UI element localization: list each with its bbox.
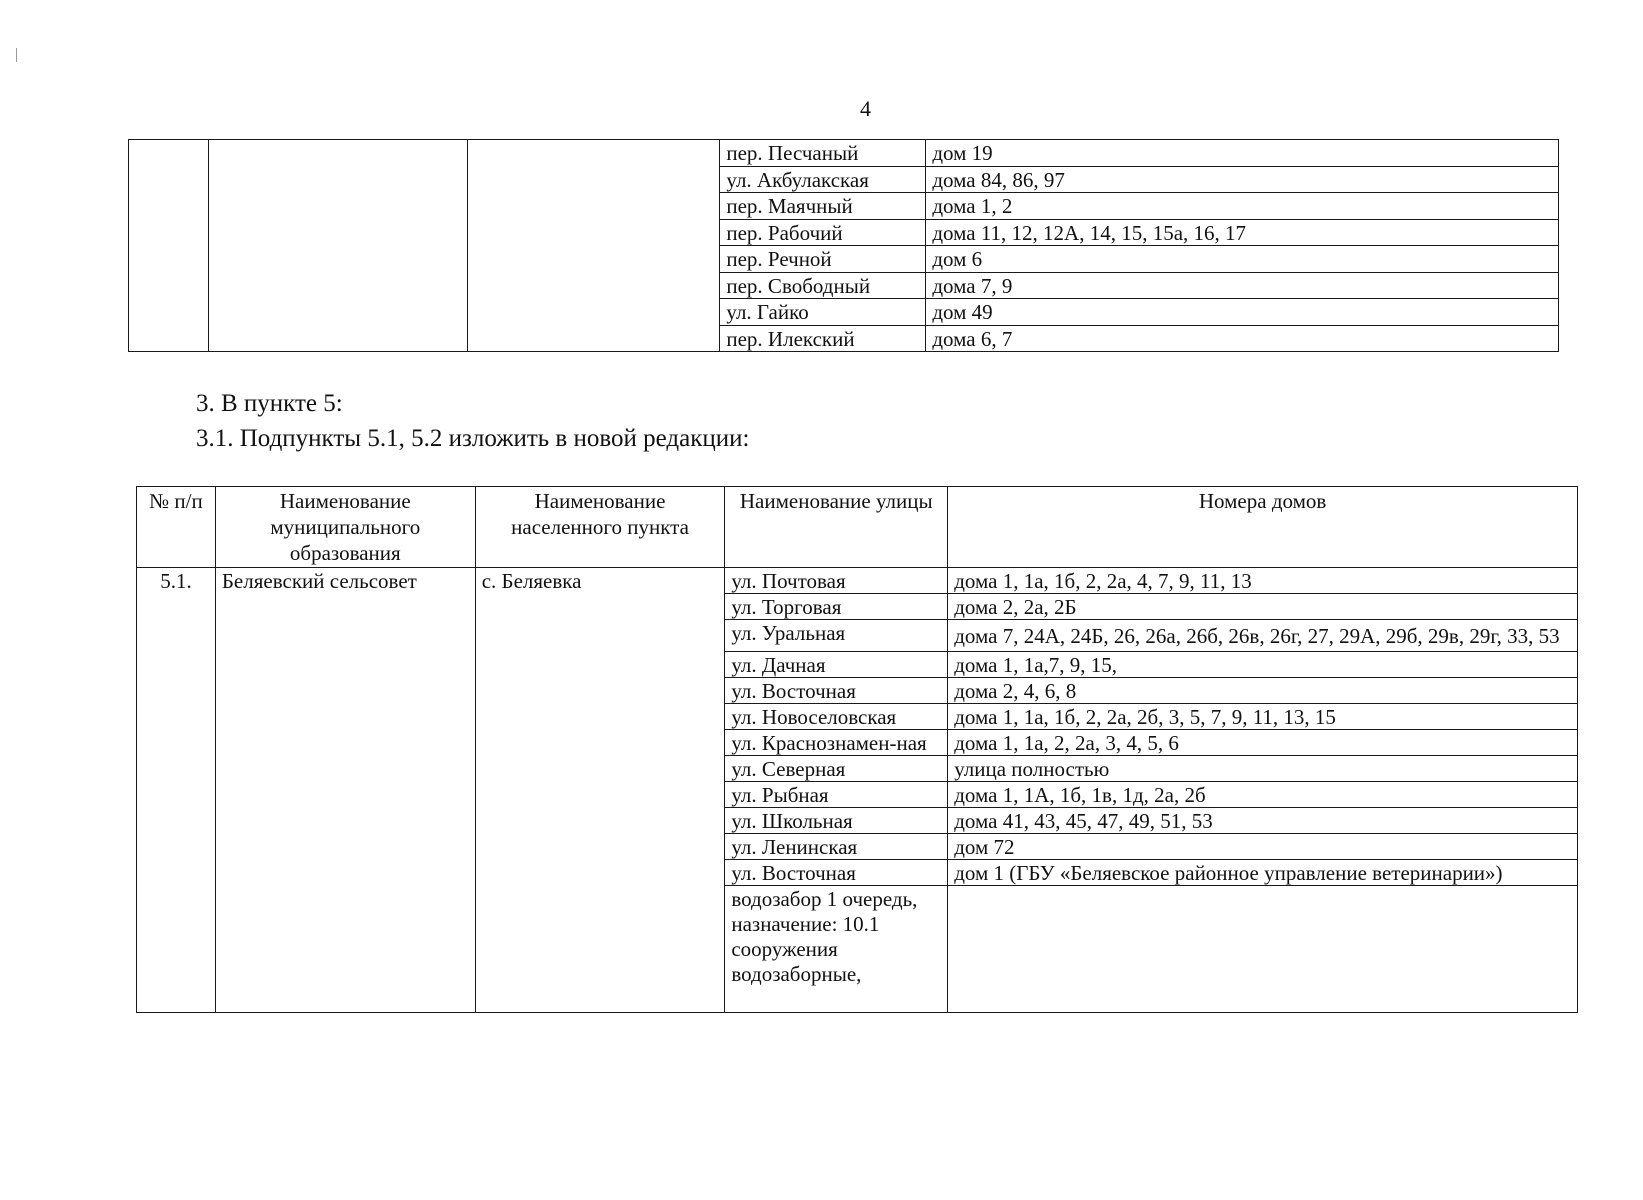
street-cell: ул. Восточная (725, 678, 948, 704)
houses-cell: дома 84, 86, 97 (926, 166, 1559, 193)
houses-cell: дом 72 (948, 834, 1578, 860)
street-cell: ул. Краснознамен-ная (725, 730, 948, 756)
street-cell: водозабор 1 очередь, назначение: 10.1 сооружения водозаборные, (725, 886, 948, 1013)
header-num: № п/п (137, 487, 216, 568)
houses-cell: дома 41, 43, 45, 47, 49, 51, 53 (948, 808, 1578, 834)
header-houses: Номера домов (948, 487, 1578, 568)
settlement-cell-empty (467, 140, 720, 352)
street-cell: ул. Акбулакская (720, 166, 926, 193)
street-cell: ул. Северная (725, 756, 948, 782)
header-street: Наименование улицы (725, 487, 948, 568)
houses-cell: дома 6, 7 (926, 325, 1559, 352)
street-cell: ул. Уральная (725, 620, 948, 652)
street-cell: ул. Торговая (725, 594, 948, 620)
street-cell: ул. Восточная (725, 860, 948, 886)
street-cell: пер. Песчаный (720, 140, 926, 167)
houses-cell: дома 2, 4, 6, 8 (948, 678, 1578, 704)
table-header-row (137, 487, 1578, 568)
street-cell: пер. Свободный (720, 272, 926, 299)
header-municipality: Наименование муниципального образования (215, 487, 475, 568)
section-heading: 3. В пункте 5: (196, 390, 343, 417)
houses-cell: дома 2, 2а, 2Б (948, 594, 1578, 620)
houses-cell: дома 1, 1а,7, 9, 15, (948, 652, 1578, 678)
street-cell: ул. Новоселовская (725, 704, 948, 730)
houses-cell: дома 11, 12, 12А, 14, 15, 15а, 16, 17 (926, 219, 1559, 246)
street-cell: ул. Почтовая (725, 568, 948, 594)
houses-cell: дома 1, 1а, 2, 2а, 3, 4, 5, 6 (948, 730, 1578, 756)
street-cell: пер. Маячный (720, 193, 926, 220)
header-settlement: Наименование населенного пункта (475, 487, 725, 568)
houses-cell: дома 1, 1А, 1б, 1в, 1д, 2а, 2б (948, 782, 1578, 808)
entry-settlement: с. Беляевка (475, 568, 725, 1013)
houses-cell: дома 1, 2 (926, 193, 1559, 220)
entry-num: 5.1. (137, 568, 216, 1013)
table-row (129, 140, 1559, 167)
houses-cell (948, 886, 1578, 1013)
houses-cell: дом 6 (926, 246, 1559, 273)
houses-cell: улица полностью (948, 756, 1578, 782)
houses-cell: дом 1 (ГБУ «Беляевское районное управление ветеринарии») (948, 860, 1578, 886)
subsection-heading: 3.1. Подпункты 5.1, 5.2 изложить в новой редакции: (196, 425, 750, 452)
street-cell: ул. Школьная (725, 808, 948, 834)
street-cell: пер. Илекский (720, 325, 926, 352)
street-cell: ул. Рыбная (725, 782, 948, 808)
continued-address-table (128, 139, 1559, 352)
street-cell: пер. Рабочий (720, 219, 926, 246)
houses-cell: дома 1, 1а, 1б, 2, 2а, 2б, 3, 5, 7, 9, 11, 13, 15 (948, 704, 1578, 730)
houses-cell: дом 49 (926, 299, 1559, 326)
page-number: 4 (860, 96, 871, 121)
street-cell: ул. Дачная (725, 652, 948, 678)
street-cell: пер. Речной (720, 246, 926, 273)
table-row (137, 568, 1578, 594)
houses-cell: дом 19 (926, 140, 1559, 167)
entry-municipality: Беляевский сельсовет (215, 568, 475, 1013)
municipality-cell-empty (208, 140, 467, 352)
num-cell-empty (129, 140, 209, 352)
street-cell: ул. Гайко (720, 299, 926, 326)
address-table (136, 486, 1578, 1013)
houses-cell: дома 7, 24А, 24Б, 26, 26а, 26б, 26в, 26г, 27, 29А, 29б, 29в, 29г, 33, 53 (948, 620, 1578, 652)
houses-cell: дома 7, 9 (926, 272, 1559, 299)
street-cell: ул. Ленинская (725, 834, 948, 860)
scan-artifact-mark (16, 48, 17, 62)
houses-cell: дома 1, 1а, 1б, 2, 2а, 4, 7, 9, 11, 13 (948, 568, 1578, 594)
